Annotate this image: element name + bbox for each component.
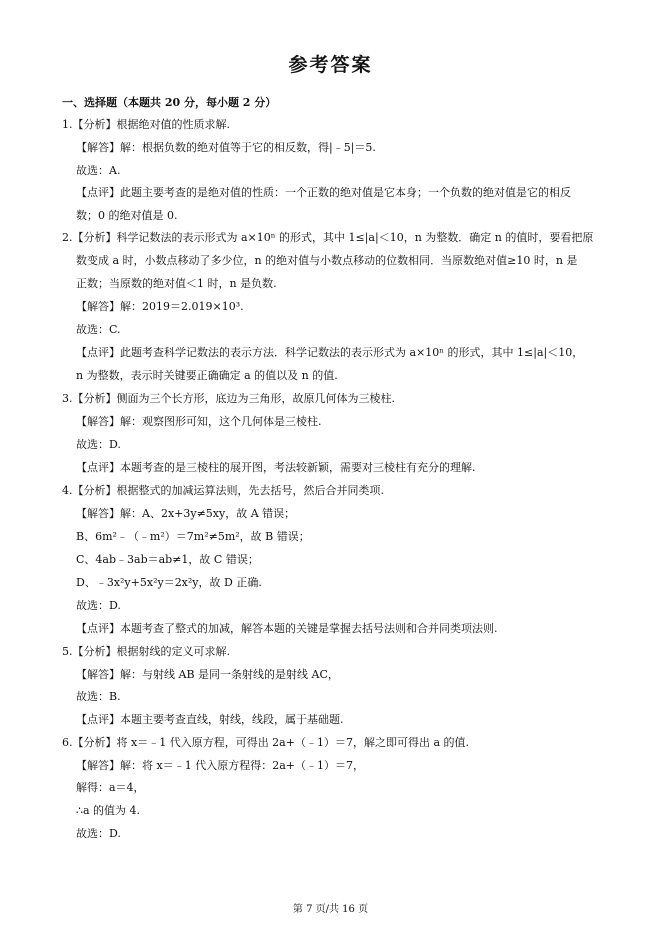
answer-line: 【解答】解：根据负数的绝对值等于它的相反数，得|﹣5|＝5.	[76, 141, 376, 154]
answer-line: 故选：C.	[76, 323, 121, 336]
answer-line: 【解答】解：与射线 AB 是同一条射线的是射线 AC，	[76, 668, 339, 681]
answer-line: 解得：a＝4，	[76, 781, 145, 794]
answer-line: 【解答】解：A、2x+3y≠5xy，故 A 错误；	[76, 507, 296, 520]
answer-line: 【点评】此题考查科学记数法的表示方法．科学记数法的表示形式为 a×10ⁿ 的形式，其中 1≤|a|＜10，	[76, 346, 584, 359]
answer-line: 故选：D.	[76, 599, 121, 612]
answer-line: B、6m²﹣（﹣m²）＝7m²≠5m²，故 B 错误；	[76, 530, 310, 543]
answer-line: 数变成 a 时，小数点移动了多少位，n 的绝对值与小数点移动的位数相同．当原数绝对值≥10 时，n 是	[76, 254, 578, 267]
answer-line: C、4ab﹣3ab＝ab≠1，故 C 错误；	[76, 553, 259, 566]
answer-line: D、﹣3x²y+5x²y＝2x²y，故 D 正确.	[76, 576, 262, 589]
page-title: 参考答案	[288, 54, 373, 76]
answer-line: 故选：A.	[76, 164, 121, 177]
answer-line: 故选：D.	[76, 438, 121, 451]
answer-line: 5.【分析】根据射线的定义可求解.	[62, 645, 230, 658]
answer-line: 6.【分析】将 x＝﹣1 代入原方程，可得出 2a+（﹣1）＝7，解之即可得出 a 的值.	[62, 736, 470, 749]
answer-line: 3.【分析】侧面为三个长方形，底边为三角形，故原几何体为三棱柱.	[62, 392, 395, 405]
answer-line: 【点评】本题考查了整式的加减，解答本题的关键是掌握去括号法则和合并同类项法则.	[76, 622, 498, 635]
answer-line: 正数；当原数的绝对值＜1 时，n 是负数.	[76, 277, 277, 290]
answer-line: 故选：D.	[76, 827, 121, 840]
page-footer: 第 7 页/共 16 页	[292, 904, 369, 915]
answer-line: n 为整数，表示时关键要正确确定 a 的值以及 n 的值.	[76, 369, 338, 382]
answer-line: 【点评】此题主要考查的是绝对值的性质：一个正数的绝对值是它本身；一个负数的绝对值是它的相反	[76, 186, 571, 199]
answer-line: 【解答】解：观察图形可知，这个几何体是三棱柱.	[76, 415, 322, 428]
answer-line: 故选：B.	[76, 690, 121, 703]
answer-line: 数；0 的绝对值是 0.	[76, 209, 178, 222]
answer-line: 4.【分析】根据整式的加减运算法则，先去括号，然后合并同类项.	[62, 484, 384, 497]
answer-line: ∴a 的值为 4.	[76, 804, 141, 817]
answer-line: 【解答】解：2019＝2.019×10³.	[76, 300, 244, 313]
section-heading: 一、选择题（本题共 20 分，每小题 2 分）	[62, 96, 277, 109]
answer-line: 【点评】本题主要考查直线，射线，线段，属于基础题.	[76, 713, 344, 726]
answer-line: 【解答】解：将 x＝﹣1 代入原方程得：2a+（﹣1）＝7，	[76, 759, 364, 772]
answer-line: 【点评】本题考查的是三棱柱的展开图，考法较新颖，需要对三棱柱有充分的理解.	[76, 461, 476, 474]
answer-line: 1.【分析】根据绝对值的性质求解.	[62, 118, 230, 131]
answer-line: 2.【分析】科学记数法的表示形式为 a×10ⁿ 的形式，其中 1≤|a|＜10，n 为整数．确定 n 的值时，要看把原	[62, 231, 594, 244]
